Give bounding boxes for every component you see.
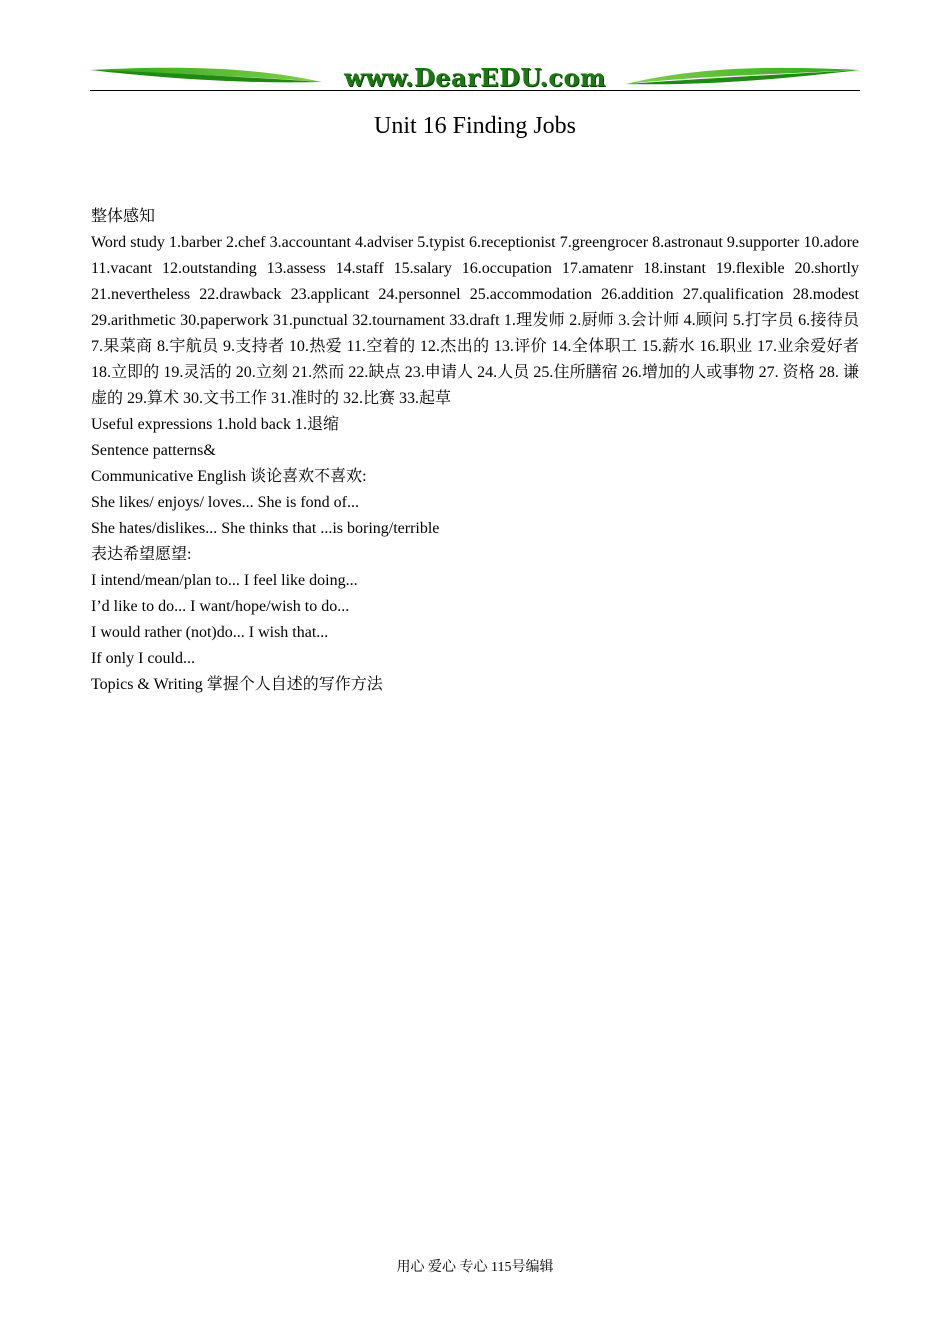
useful-expressions-line: Useful expressions 1.hold back 1.退缩 [91, 416, 339, 433]
wishes-heading-line: 表达希望愿望: [91, 546, 192, 563]
would-like-example-line: I’d like to do... I want/hope/wish to do... [91, 598, 350, 615]
if-only-example-line: If only I could... [91, 650, 195, 667]
communicative-english-line: Communicative English 谈论喜欢不喜欢: [91, 468, 367, 485]
word-study-paragraph: Word study 1.barber 2.chef 3.accountant 4.adviser 5.typist 6.receptionist 7.greengrocer 8.astronaut 9.supporter 10.adore 11.vacant 12.outstanding 13.assess 14.staff 15.salary 16.occupation 17.amatenr 18.instant 19.flexible 20.shortly 21.nevertheless 22.drawback 23.applicant 24.personnel 25.accommodation 26.addition 27.qualification 28.modest 29.arithmetic 30.paperwork 31.punctual 32.tournament 33.draft 1.理发师 2.厨师 3.会计师 4.顾问 5.打字员 6.接待员 7.果菜商 8.宇航员 9.支持者 10.热爱 11.空着的 12.杰出的 13.评价 14.全体职工 15.薪水 16.职业 17.业余爱好者 18.立即的 19.灵活的 20.立刻 21.然而 22.缺点 23.申请人 24.人员 25.住所膳宿 26.增加的人或事物 27. 资格 28. 谦虚的 29.算术 30.文书工作 31.准时的 32.比赛 33.起草 [91, 234, 859, 407]
intend-example-line: I intend/mean/plan to... I feel like doing... [91, 572, 358, 589]
would-rather-example-line: I would rather (not)do... I wish that... [91, 624, 329, 641]
dislikes-example-line: She hates/dislikes... She thinks that ...is boring/terrible [91, 520, 440, 537]
section-heading-overview: 整体感知 [91, 208, 156, 225]
likes-example-line: She likes/ enjoys/ loves... She is fond of... [91, 494, 359, 511]
header-divider [90, 90, 860, 91]
page-footer: 用心 爱心 专心 115号编辑 [396, 1260, 554, 1275]
topics-writing-line: Topics & Writing 掌握个人自述的写作方法 [91, 676, 383, 693]
document-title: Unit 16 Finding Jobs [373, 113, 577, 139]
site-logo-text: www.DearEDU.com [344, 63, 606, 92]
document-body [91, 204, 859, 698]
sentence-patterns-line: Sentence patterns& [91, 442, 216, 459]
